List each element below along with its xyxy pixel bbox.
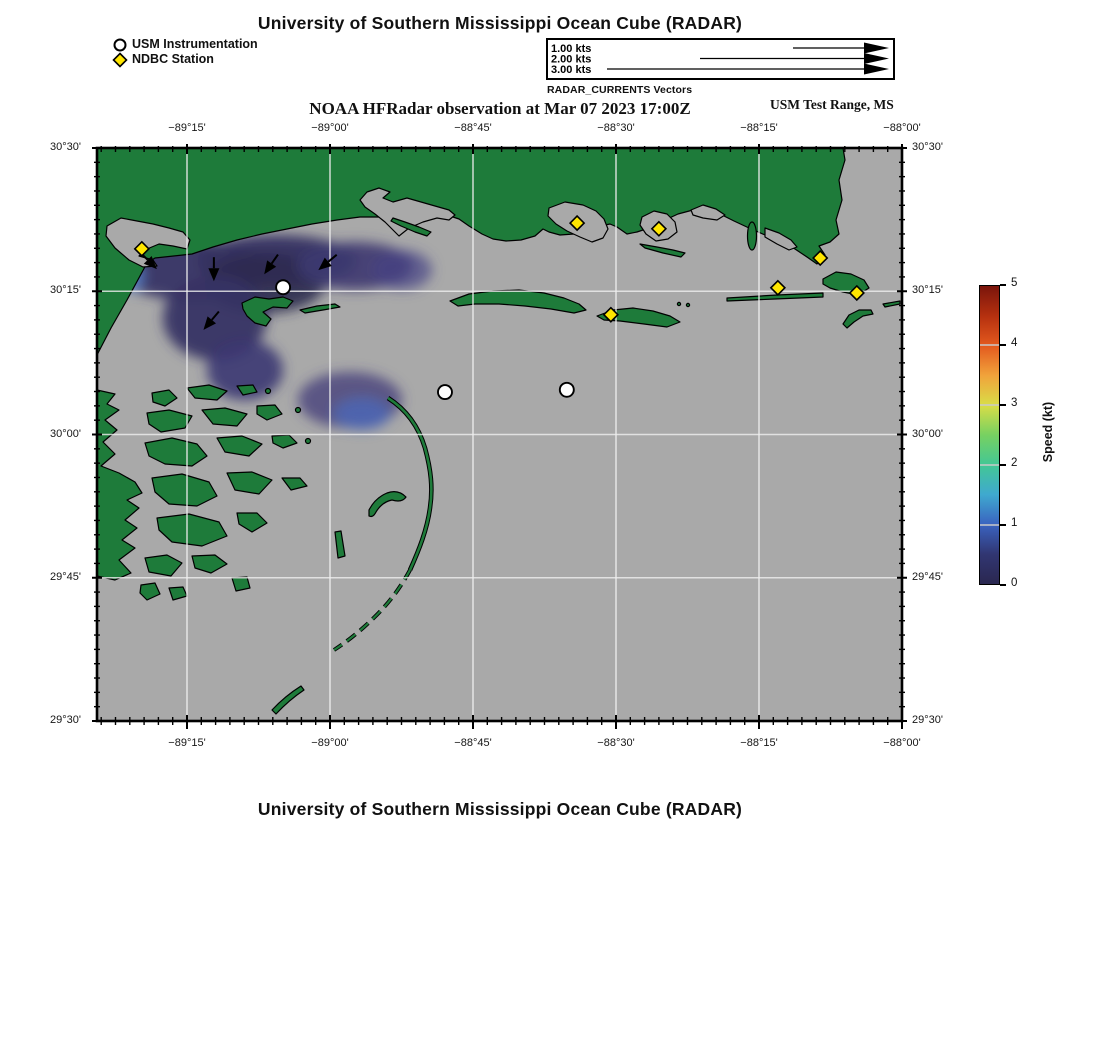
marker-legend [112, 37, 258, 67]
colorbar-gradient [980, 286, 999, 584]
diamond-icon [112, 52, 128, 68]
map-area [50, 122, 943, 749]
colorbar-tick [1000, 284, 1006, 286]
colorbar-tick-label: 2 [1011, 457, 1018, 469]
axis-tick-label: 29°45' [912, 570, 943, 583]
axis-tick-label: 30°30' [912, 141, 943, 153]
axis-tick-label: −89°00' [311, 122, 349, 134]
footer-title: University of Southern Mississippi Ocean Cube (RADAR) [257, 799, 743, 819]
map-canvas [87, 138, 912, 731]
colorbar-tick-label: 4 [1011, 337, 1018, 349]
axis-tick-label: −88°30' [597, 737, 635, 749]
vector-scale-box [546, 38, 895, 80]
axis-tick-label: −88°45' [454, 122, 492, 134]
legend-row-ndbc [112, 52, 258, 67]
vector-scale-caption: RADAR_CURRENTS Vectors [547, 84, 693, 96]
axis-tick-label: 30°00' [912, 427, 943, 440]
colorbar-gridline [980, 524, 999, 526]
axis-tick-label: −88°00' [883, 122, 921, 134]
map-title: NOAA HFRadar observation at Mar 07 2023 17:00Z [309, 99, 691, 118]
colorbar-tick-label: 3 [1011, 397, 1018, 409]
round-island [748, 222, 757, 250]
vector-scale-label: 1.00 kts [551, 43, 592, 55]
legend-row-usm [112, 37, 258, 52]
axis-tick-label: 30°15' [912, 284, 943, 297]
axis-tick-label: −88°00' [883, 737, 921, 749]
axis-tick-label: −88°15' [740, 737, 778, 749]
axis-tick-label: 30°00' [50, 427, 81, 440]
page-title: University of Southern Mississippi Ocean Cube (RADAR) [257, 13, 743, 33]
axis-tick-label: −88°30' [597, 122, 635, 134]
axis-tick-label: −89°15' [168, 122, 206, 134]
colorbar-gridline [980, 344, 999, 346]
axis-tick-label: −89°00' [311, 737, 349, 749]
islet [677, 302, 680, 305]
colorbar-tick [1000, 584, 1006, 586]
colorbar-tick-label: 1 [1011, 517, 1018, 529]
vector-scale-arrows [548, 40, 892, 77]
islet [686, 303, 689, 306]
vector-scale-label: 3.00 kts [551, 64, 592, 76]
axis-tick-label: 29°30' [50, 714, 81, 726]
colorbar-tick-label: 0 [1011, 577, 1018, 589]
colorbar-tick-label: 5 [1011, 277, 1018, 289]
colorbar-tick [1000, 404, 1006, 406]
vector-scale-label: 2.00 kts [551, 53, 592, 66]
axis-tick-label: 29°30' [912, 714, 943, 726]
colorbar-tick [1000, 344, 1006, 346]
colorbar-tick [1000, 464, 1006, 466]
usm-instrument-marker [276, 280, 290, 294]
legend-label-usm: USM Instrumentation [132, 37, 258, 51]
legend-label-ndbc: NDBC Station [132, 52, 214, 66]
colorbar-label: Speed (kt) [1041, 401, 1055, 463]
colorbar [979, 285, 1000, 585]
axis-tick-label: −89°15' [168, 737, 206, 749]
axis-tick-label: 30°15' [50, 284, 81, 297]
colorbar-tick [1000, 524, 1006, 526]
axis-tick-label: 29°45' [50, 570, 81, 583]
axis-tick-label: 30°30' [50, 141, 81, 153]
colorbar-gridline [980, 404, 999, 406]
usm-instrument-marker [438, 385, 452, 399]
axis-tick-label: −88°15' [740, 122, 778, 134]
circle-icon [112, 37, 128, 53]
region-label: USM Test Range, MS [770, 97, 894, 112]
colorbar-gridline [980, 464, 999, 466]
axis-tick-label: −88°45' [454, 737, 492, 749]
usm-instrument-marker [560, 383, 574, 397]
